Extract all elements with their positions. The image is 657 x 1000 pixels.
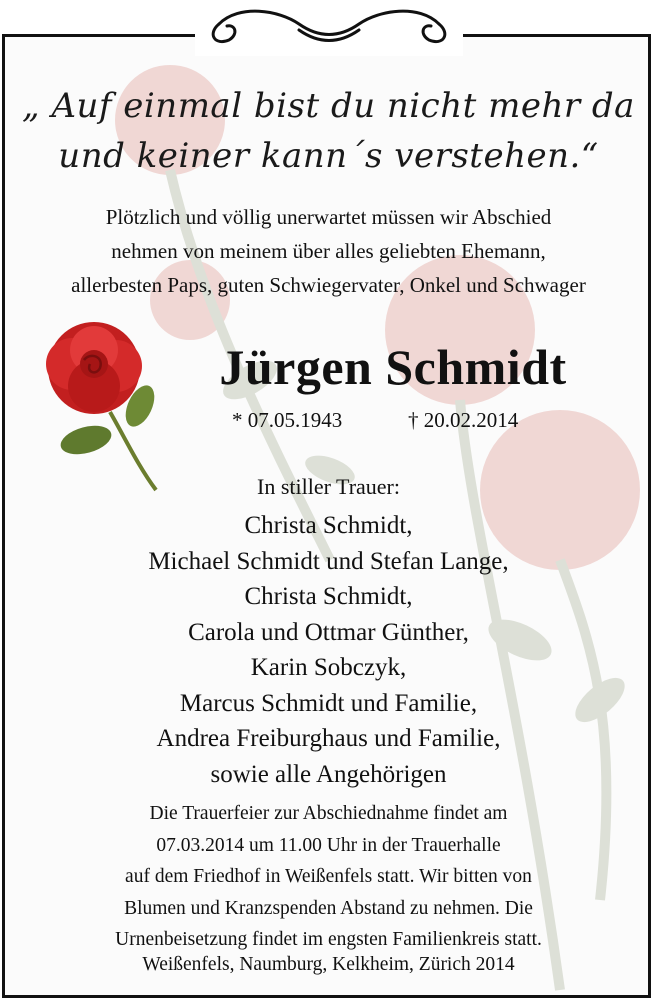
mourner-entry: sowie alle Angehörigen (210, 760, 447, 788)
quote-line-1: „ Auf einmal bist du nicht mehr da (22, 86, 635, 126)
death-date: † 20.02.2014 (408, 408, 519, 432)
quote-line-2: und keiner kann´s verstehen.“ (58, 136, 599, 176)
intro-line-1: Plötzlich und völlig unerwartet müssen wir Abschied (105, 205, 552, 229)
mourner-entry: Karin Sobczyk, (250, 654, 407, 681)
intro-line-2: nehmen von meinem über alles geliebten Ehemann, (111, 239, 546, 263)
rose-icon (32, 316, 166, 494)
deceased-name: Jürgen Schmidt (219, 339, 567, 395)
places-year: Weißenfels, Naumburg, Kelkheim, Zürich 2014 (142, 954, 515, 975)
mourner-entry: Michael Schmidt und Stefan Lange, (148, 547, 509, 575)
birth-date: * 07.05.1943 (232, 408, 343, 432)
mourner-entry: Andrea Freiburghaus und Familie, (156, 725, 501, 752)
mourning-label: In stiller Trauer: (257, 474, 400, 499)
mourners-list (0, 508, 657, 792)
service-info (0, 798, 657, 956)
mourner-entry: Marcus Schmidt und Familie, (179, 689, 478, 717)
intro-line-3: allerbesten Paps, guten Schwiegervater, Onkel und Schwager (71, 273, 586, 297)
mourner-entry: Carola und Ottmar Günther, (188, 618, 469, 646)
service-line-5: Urnenbeisetzung findet im engsten Familienkreis statt. (115, 929, 542, 950)
mourner-entry: Christa Schmidt, (244, 512, 413, 539)
service-line-3: auf dem Friedhof in Weißenfels statt. Wir bitten von (125, 866, 532, 887)
service-line-4: Blumen und Kranzspenden Abstand zu nehmen. Die (124, 897, 533, 919)
mourner-entry: Christa Schmidt, (244, 583, 413, 610)
service-line-2: 07.03.2014 um 11.00 Uhr in der Trauerhalle (156, 834, 501, 856)
service-line-1: Die Trauerfeier zur Abschiednahme findet am (149, 803, 508, 824)
